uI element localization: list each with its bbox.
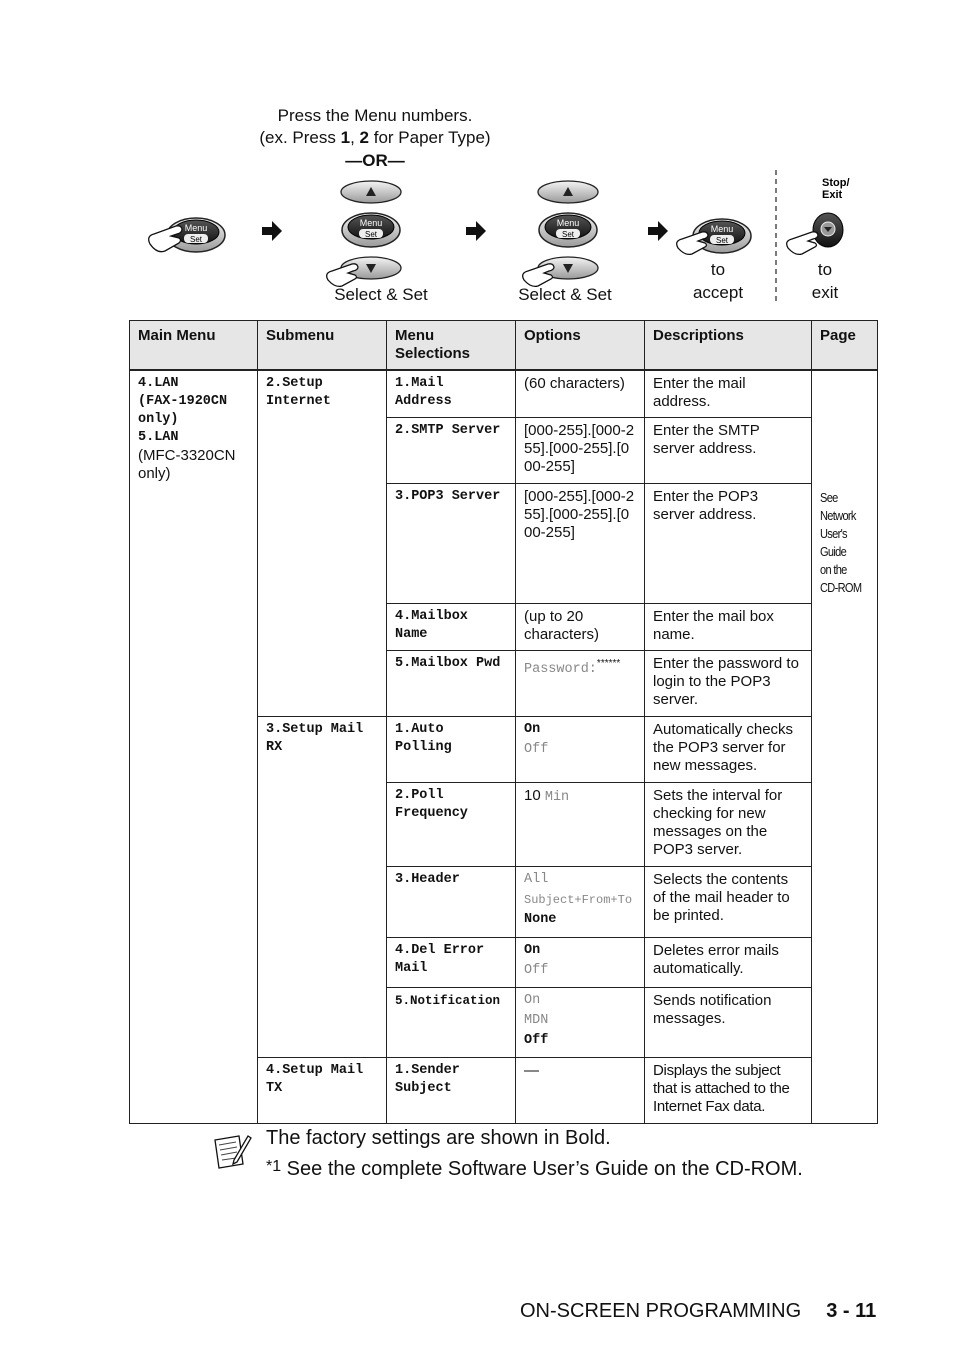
option-cell: [000-255].[000-255].[000-255].[000-255] — [516, 484, 645, 604]
arrow-right-icon — [648, 221, 668, 241]
header-options: Options — [516, 321, 645, 371]
note-pad-icon — [212, 1132, 252, 1170]
option-cell: 10 Min — [516, 783, 645, 867]
option-cell: (60 characters) — [516, 370, 645, 418]
table-row — [130, 370, 878, 418]
instruction-line1: Press the Menu numbers. — [277, 106, 473, 125]
footer — [520, 1300, 876, 1323]
option-cell: [000-255].[000-255].[000-255].[000-255] — [516, 418, 645, 484]
selection-cell: 4.Mailbox Name — [387, 604, 516, 651]
selection-cell: 4.Del Error Mail — [387, 938, 516, 988]
description-cell: Displays the subject that is attached to the Internet Fax data. — [645, 1058, 812, 1124]
option-cell: On Off — [516, 938, 645, 988]
select-keys-2 — [523, 181, 598, 286]
svg-text:Set: Set — [561, 230, 575, 239]
note-software-guide: $^{*1}$ See the complete Software User’s Guide on the CD-ROM. — [266, 1158, 803, 1180]
main-menu-cell: 4.LAN (FAX-1920CN only) 5.LAN (MFC-3320CN only) — [130, 370, 258, 1124]
selection-cell: 2.SMTP Server — [387, 418, 516, 484]
submenu-setup-internet: 2.Setup Internet — [258, 370, 387, 717]
instruction-line2: (ex. Press 1, 2 for Paper Type) — [259, 128, 491, 147]
description-cell: Deletes error mails automatically. — [645, 938, 812, 988]
stop-exit-key — [787, 177, 850, 254]
selection-cell: 5.Notification — [387, 988, 516, 1058]
select-set-label-2: Select & Set — [518, 285, 612, 304]
footer-section: ON-SCREEN PROGRAMMING — [520, 1300, 802, 1322]
svg-text:Stop/: Stop/ — [822, 177, 850, 189]
description-cell: Sets the interval for checking for new messages on the POP3 server. — [645, 783, 812, 867]
arrow-right-icon — [262, 221, 282, 241]
to-exit-label-1: to — [817, 260, 833, 279]
option-cell: On MDN Off — [516, 988, 645, 1058]
selection-cell: 1.Sender Subject — [387, 1058, 516, 1124]
description-cell: Sends notification messages. — [645, 988, 812, 1058]
selection-cell: 3.Header — [387, 867, 516, 938]
option-cell: (up to 20 characters) — [516, 604, 645, 651]
header-page: Page — [812, 321, 878, 371]
description-cell: Selects the contents of the mail header to be printed. — [645, 867, 812, 938]
svg-text:Menu: Menu — [184, 223, 208, 233]
menu-set-key-accept — [677, 219, 751, 254]
selection-cell: 1.Mail Address — [387, 370, 516, 418]
page-note: See Network User's Guide on the CD-ROM — [820, 490, 862, 595]
arrow-right-icon — [466, 221, 486, 241]
page-cell — [812, 370, 878, 1124]
select-set-label-1: Select & Set — [334, 285, 428, 304]
description-cell: Enter the POP3 server address. — [645, 484, 812, 604]
submenu-setup-mail-tx: 4.Setup Mail TX — [258, 1058, 387, 1124]
header-submenu: Submenu — [258, 321, 387, 371]
selection-cell: 3.POP3 Server — [387, 484, 516, 604]
description-cell: Automatically checks the POP3 server for new messages. — [645, 717, 812, 783]
footer-page-number: 3 - 11 — [826, 1300, 877, 1322]
svg-text:Menu: Menu — [710, 224, 734, 234]
svg-text:Exit: Exit — [822, 189, 843, 201]
svg-text:Menu: Menu — [359, 218, 383, 228]
header-main-menu: Main Menu — [130, 321, 258, 371]
option-cell: On Off — [516, 717, 645, 783]
to-accept-label-1: to — [710, 260, 726, 279]
option-cell: All Subject+From+To None — [516, 867, 645, 938]
to-accept-label-2: accept — [692, 283, 744, 302]
to-exit-label-2: exit — [811, 283, 839, 302]
svg-text:Set: Set — [364, 230, 378, 239]
select-keys-1 — [327, 181, 401, 286]
table-header-row — [130, 321, 878, 371]
header-menu-selections: Menu Selections — [387, 321, 516, 371]
description-cell: Enter the password to login to the POP3 server. — [645, 651, 812, 717]
description-cell: Enter the SMTP server address. — [645, 418, 812, 484]
header-descriptions: Descriptions — [645, 321, 812, 371]
svg-text:Set: Set — [715, 236, 729, 245]
menu-table — [129, 320, 878, 1124]
note-factory-settings: The factory settings are shown in Bold. — [266, 1127, 611, 1149]
svg-text:Menu: Menu — [556, 218, 580, 228]
selection-cell: 2.Poll Frequency — [387, 783, 516, 867]
option-cell: Password:****** — [516, 651, 645, 717]
submenu-setup-mail-rx: 3.Setup Mail RX — [258, 717, 387, 1058]
selection-cell: 1.Auto Polling — [387, 717, 516, 783]
description-cell: Enter the mail box name. — [645, 604, 812, 651]
selection-cell: 5.Mailbox Pwd — [387, 651, 516, 717]
description-cell: Enter the mail address. — [645, 370, 812, 418]
svg-text:Set: Set — [189, 235, 203, 244]
or-label: —OR— — [345, 151, 405, 170]
option-cell: — — [516, 1058, 645, 1124]
